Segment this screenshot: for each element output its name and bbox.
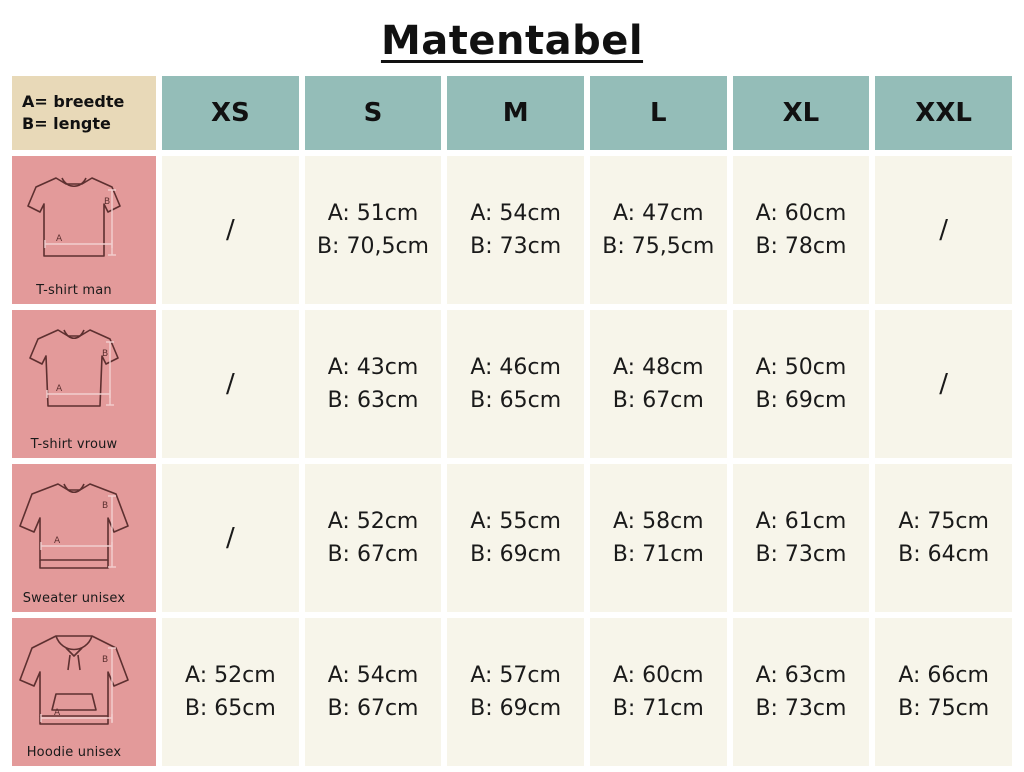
table-row	[12, 310, 1012, 458]
mark-b: B	[102, 655, 109, 665]
cell-sweater-xxl: A: 75cm B: 64cm	[875, 464, 1012, 612]
tshirt-woman-icon	[12, 314, 136, 432]
size-header-s: S	[305, 76, 442, 150]
garment-illustration-wrap	[12, 464, 136, 612]
mark-a: A	[56, 234, 63, 244]
cell-hoodie-m: A: 57cm B: 69cm	[447, 618, 584, 766]
cell-sweater-xl: A: 61cm B: 73cm	[733, 464, 870, 612]
cell-tshirt-man-xl: A: 60cm B: 78cm	[733, 156, 870, 304]
cell-tshirt-vrouw-xxl: /	[875, 310, 1012, 458]
cell-tshirt-vrouw-xl: A: 50cm B: 69cm	[733, 310, 870, 458]
garment-label: T-shirt vrouw	[30, 437, 118, 452]
cell-tshirt-man-xxl: /	[875, 156, 1012, 304]
size-header-l: L	[590, 76, 727, 150]
mark-a: A	[56, 384, 63, 394]
page-title-text: Matentabel	[380, 18, 644, 64]
cell-tshirt-man-l: A: 47cm B: 75,5cm	[590, 156, 727, 304]
mark-b: B	[104, 197, 111, 207]
row-label-sweater-unisex	[12, 464, 156, 612]
legend-line-width: A= breedte	[22, 92, 125, 112]
cell-hoodie-xxl: A: 66cm B: 75cm	[875, 618, 1012, 766]
size-header-m: M	[447, 76, 584, 150]
cell-hoodie-xs: A: 52cm B: 65cm	[162, 618, 299, 766]
legend-cell	[12, 76, 156, 150]
size-header-xs: XS	[162, 76, 299, 150]
cell-sweater-m: A: 55cm B: 69cm	[447, 464, 584, 612]
mark-a: A	[54, 708, 61, 718]
garment-label: Sweater unisex	[22, 591, 126, 606]
hoodie-icon	[12, 622, 136, 740]
garment-illustration-wrap	[12, 156, 136, 304]
mark-a: A	[54, 536, 61, 546]
cell-tshirt-man-s: A: 51cm B: 70,5cm	[305, 156, 442, 304]
cell-sweater-xs: /	[162, 464, 299, 612]
garment-label: Hoodie unisex	[26, 745, 122, 760]
mark-b: B	[102, 349, 109, 359]
cell-tshirt-man-m: A: 54cm B: 73cm	[447, 156, 584, 304]
legend-line-length: B= lengte	[22, 114, 111, 133]
cell-tshirt-vrouw-xs: /	[162, 310, 299, 458]
cell-hoodie-l: A: 60cm B: 71cm	[590, 618, 727, 766]
sweater-icon	[12, 468, 136, 586]
row-label-tshirt-man	[12, 156, 156, 304]
page-title	[0, 0, 1024, 70]
size-header-xxl: XXL	[875, 76, 1012, 150]
garment-label: T-shirt man	[36, 283, 112, 298]
cell-sweater-l: A: 58cm B: 71cm	[590, 464, 727, 612]
row-label-hoodie-unisex	[12, 618, 156, 766]
size-header-xl: XL	[733, 76, 870, 150]
cell-tshirt-vrouw-m: A: 46cm B: 65cm	[447, 310, 584, 458]
row-label-tshirt-vrouw	[12, 310, 156, 458]
table-row	[12, 156, 1012, 304]
tshirt-man-icon	[12, 160, 136, 278]
table-row	[12, 618, 1012, 766]
table-row	[12, 464, 1012, 612]
cell-sweater-s: A: 52cm B: 67cm	[305, 464, 442, 612]
cell-hoodie-s: A: 54cm B: 67cm	[305, 618, 442, 766]
cell-tshirt-vrouw-s: A: 43cm B: 63cm	[305, 310, 442, 458]
garment-illustration-wrap	[12, 310, 136, 458]
cell-hoodie-xl: A: 63cm B: 73cm	[733, 618, 870, 766]
table-header-row	[12, 76, 1012, 150]
cell-tshirt-man-xs: /	[162, 156, 299, 304]
cell-tshirt-vrouw-l: A: 48cm B: 67cm	[590, 310, 727, 458]
mark-b: B	[102, 501, 109, 511]
size-table	[6, 70, 1018, 772]
garment-illustration-wrap	[12, 618, 136, 766]
